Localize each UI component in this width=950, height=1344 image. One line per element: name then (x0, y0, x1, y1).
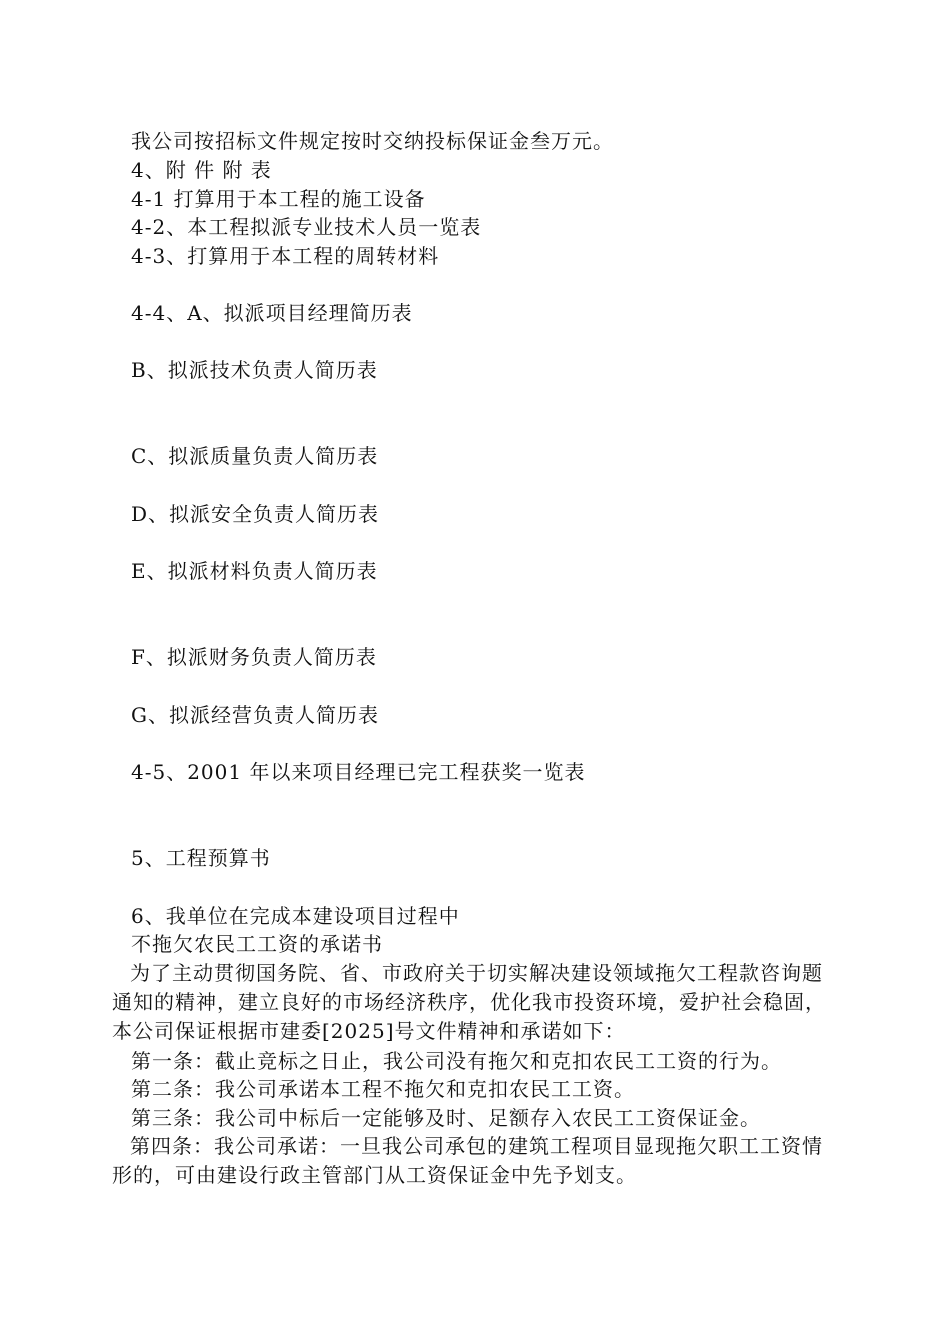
item-b: B、拟派技术负责人简历表 (131, 358, 378, 382)
item-4-3: 4-3、打算用于本工程的周转材料 (131, 244, 440, 268)
item-c: C、拟派质量负责人简历表 (131, 444, 379, 468)
attachments-heading: 4、附 件 附 表 (131, 158, 272, 182)
item-4-5: 4-5、2001 年以来项目经理已完工程获奖一览表 (131, 760, 586, 784)
item-d: D、拟派安全负责人简历表 (131, 502, 380, 526)
deposit-line: 我公司按招标文件规定按时交纳投标保证金叁万元。 (131, 129, 614, 153)
item-5: 5、工程预算书 (131, 846, 271, 870)
article-1: 第一条：截止竞标之日止，我公司没有拖欠和克扣农民工工资的行为。 (131, 1049, 782, 1073)
item-e: E、拟派材料负责人简历表 (131, 559, 378, 583)
pledge-intro: 为了主动贯彻国务院、省、市政府关于切实解决建设领域拖欠工程款咨询题通知的精神，建立良好的市场经济秩序，优化我市投资环境，爱护社会稳固，本公司保证根据市建委[2025]号文件精神和承诺如下： (112, 961, 826, 1043)
article-3: 第三条：我公司中标后一定能够及时、足额存入农民工工资保证金。 (131, 1106, 761, 1130)
item-f: F、拟派财务负责人简历表 (131, 645, 377, 669)
article-2: 第二条：我公司承诺本工程不拖欠和克扣农民工工资。 (131, 1077, 635, 1101)
item-4-4-a: 4-4、A、拟派项目经理简历表 (131, 301, 413, 325)
article-4: 第四条：我公司承诺：一旦我公司承包的建筑工程项目显现拖欠职工工资情形的，可由建设行政主管部门从工资保证金中先予划支。 (112, 1134, 823, 1187)
pledge-title: 不拖欠农民工工资的承诺书 (131, 932, 383, 956)
item-g: G、拟派经营负责人简历表 (131, 703, 379, 727)
item-4-2: 4-2、本工程拟派专业技术人员一览表 (131, 215, 482, 239)
item-4-1: 4-1 打算用于本工程的施工设备 (131, 187, 426, 211)
item-6: 6、我单位在完成本建设项目过程中 (131, 904, 460, 928)
